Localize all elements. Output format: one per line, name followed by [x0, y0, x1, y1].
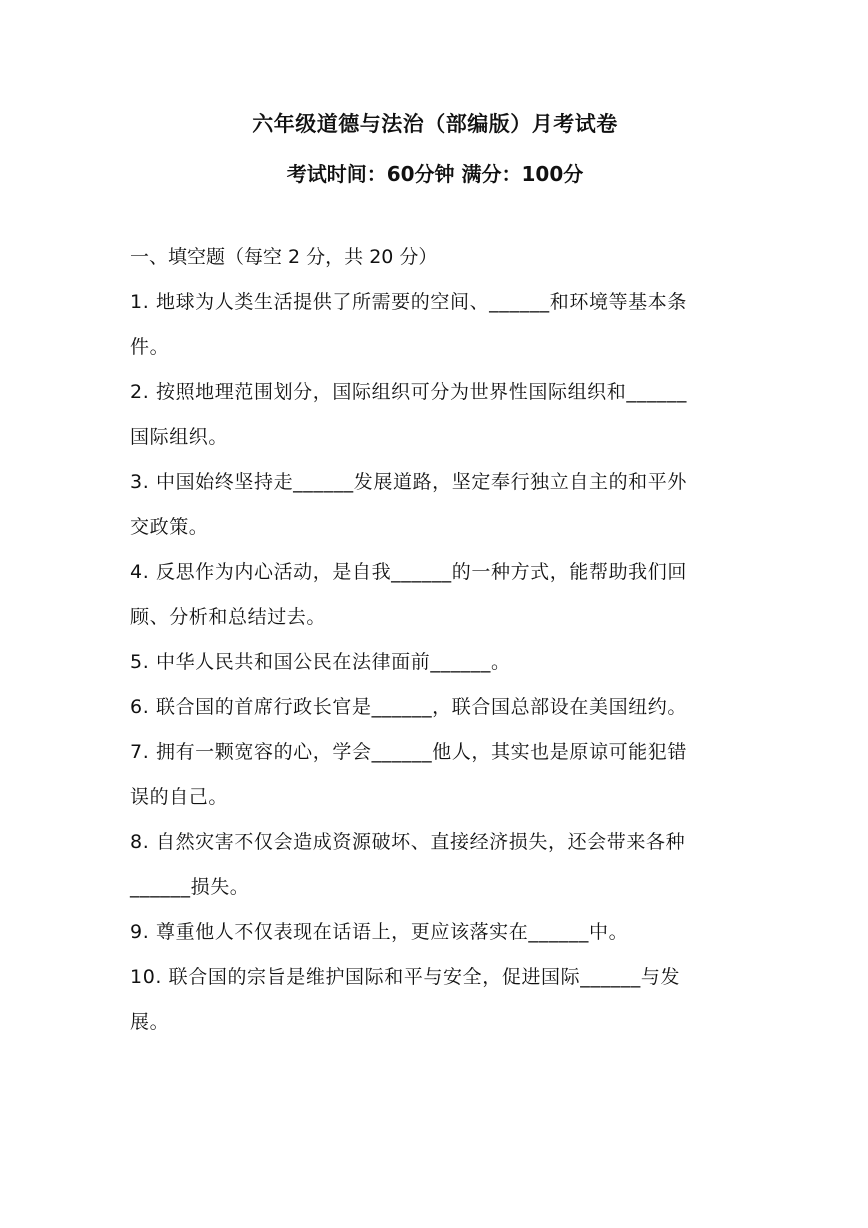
question-line: 3. 中国始终坚持走______发展道路，坚定奉行独立自主的和平外: [130, 471, 687, 493]
question-line: 2. 按照地理范围划分，国际组织可分为世界性国际组织和______: [130, 381, 687, 403]
question-10: [130, 955, 740, 1045]
question-line: 交政策。: [130, 516, 209, 538]
section-heading-fill-in: 一、填空题（每空 2 分，共 20 分）: [130, 246, 438, 268]
question-2: [130, 370, 740, 460]
question-1: [130, 280, 740, 370]
question-line: 10. 联合国的宗旨是维护国际和平与安全，促进国际______与发: [130, 966, 681, 988]
question-line: 件。: [130, 336, 170, 358]
exam-subtitle: 考试时间：60分钟 满分：100分: [286, 162, 584, 186]
question-3: [130, 460, 740, 550]
question-line: 4. 反思作为内心活动，是自我______的一种方式，能帮助我们回: [130, 561, 687, 583]
question-5: [130, 640, 740, 685]
question-line: 5. 中华人民共和国公民在法律面前______。: [130, 651, 511, 673]
question-8: [130, 820, 740, 910]
question-line: 展。: [130, 1011, 170, 1033]
question-7: [130, 730, 740, 820]
question-line: 7. 拥有一颗宽容的心，学会______他人，其实也是原谅可能犯错: [130, 741, 687, 763]
question-6: [130, 685, 740, 730]
question-line: 9. 尊重他人不仅表现在话语上，更应该落实在______中。: [130, 921, 629, 943]
question-line: 1. 地球为人类生活提供了所需要的空间、______和环境等基本条: [130, 291, 687, 313]
question-4: [130, 550, 740, 640]
question-line: 国际组织。: [130, 426, 229, 448]
question-line: 8. 自然灾害不仅会造成资源破坏、直接经济损失，还会带来各种: [130, 831, 686, 853]
question-line: 6. 联合国的首席行政长官是______，联合国总部设在美国纽约。: [130, 696, 687, 718]
question-list: [130, 280, 740, 1045]
question-line: ______损失。: [130, 876, 250, 898]
question-9: [130, 910, 740, 955]
question-line: 顾、分析和总结过去。: [130, 606, 327, 628]
question-line: 误的自己。: [130, 786, 229, 808]
exam-title: 六年级道德与法治（部编版）月考试卷: [252, 112, 618, 136]
